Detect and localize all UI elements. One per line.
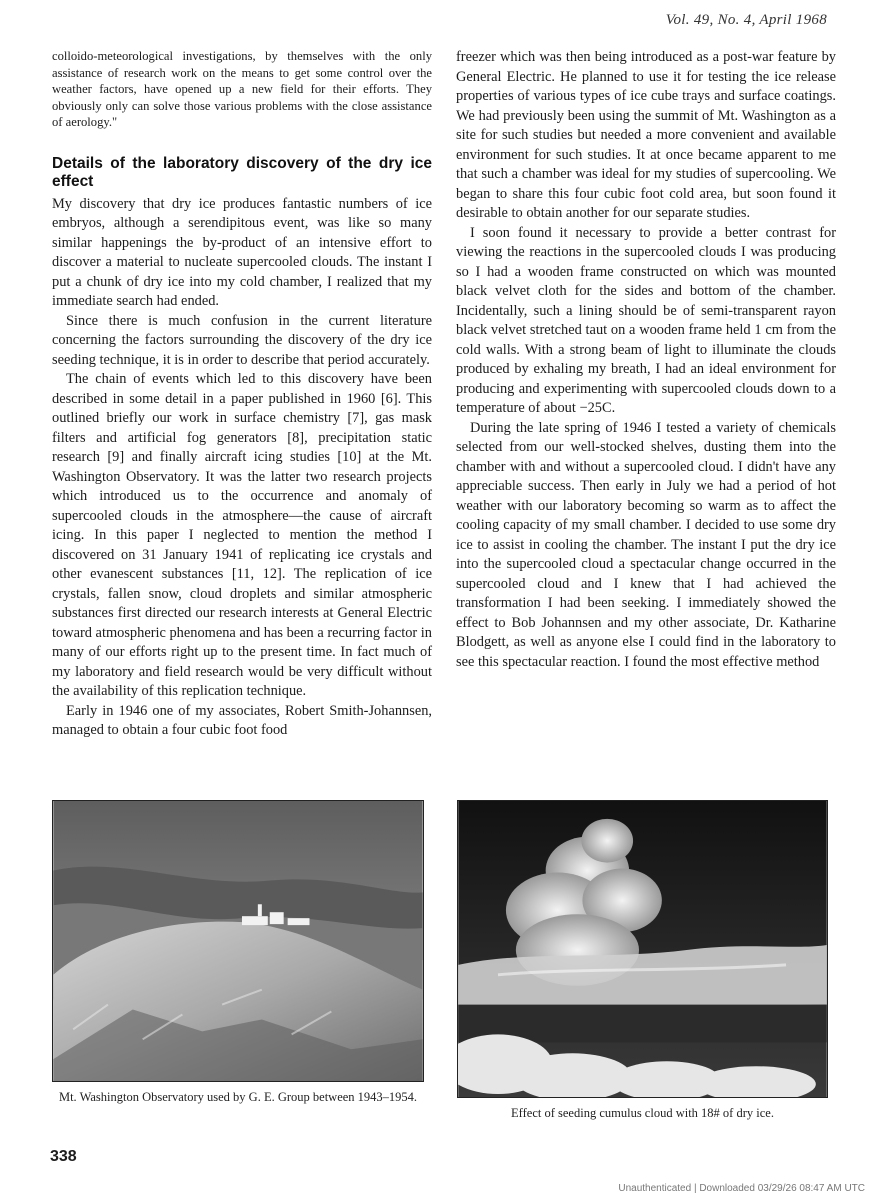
quotation-end: colloido-meteorological investigations, by themselves with the only assistance of research work on the means to get some control over the weather factors, have opened up a new field for their efforts. They obviously only can solve those various problems with the close assistance of aerology."	[52, 49, 432, 129]
mountain-observatory-photo	[52, 800, 424, 1082]
left-column	[52, 48, 432, 741]
running-head: Vol. 49, No. 4, April 1968	[665, 12, 827, 28]
page-number: 338	[50, 1148, 77, 1165]
figure-caption: Effect of seeding cumulus cloud with 18# of dry ice.	[511, 1106, 774, 1120]
body-paragraph: Early in 1946 one of my associates, Robert Smith-Johannsen, managed to obtain a four cubic foot food	[52, 702, 432, 738]
figure-caption: Mt. Washington Observatory used by G. E. Group between 1943–1954.	[58, 1090, 418, 1104]
body-paragraph: freezer which was then being introduced as a post-war feature by General Electric. He planned to use it for testing the ice release properties of various types of ice cube trays and surface coatings. We had previously been using the summit of Mt. Washington as a site for such studies but needed a more convenient and available environment for such studies. It at once became apparent to me that such a chamber was ideal for my studies of supercooling. We began to share this four cubic foot cold area, but soon found it desirable to obtain another for our separate studies.	[456, 49, 836, 221]
cumulus-cloud-photo	[457, 800, 828, 1098]
body-paragraph: I soon found it necessary to provide a better contrast for viewing the reactions in the supercooled clouds I was producing so I had a wooden frame constructed on which was mounted black velvet cloth for the sides and bottom of the chamber. Incidentally, such a lining should be of semi-transparent rayon black velvet stretched taut on a wooden frame held 1 cm from the cold walls. With a strong beam of light to illuminate the clouds produced by exhaling my breath, I had an ideal environment for producing and experimenting with supercooled clouds down to a temperature of about −25C.	[456, 224, 836, 416]
figure-observatory	[52, 800, 424, 1105]
body-paragraph: My discovery that dry ice produces fantastic numbers of ice embryos, although a serendipitous event, was like so many similar happenings the by-product of an intensive effort to discover a material to nucleate supercooled clouds. The instant I put a chunk of dry ice into my cold chamber, I realized that my immediate search had ended.	[52, 195, 432, 309]
download-note: Unauthenticated | Downloaded 03/29/26 08:47 AM UTC	[618, 1183, 865, 1194]
body-paragraph: During the late spring of 1946 I tested a variety of chemicals selected from our well-stocked shelves, dusting them into the chamber with and without a supercooled cloud. I didn't have any appreciable success. Then early in July we had a period of hot weather with our laboratory becoming so warm as to affect the cooling capacity of my small chamber. I decided to use some dry ice to assist in cooling the chamber. The instant I put the dry ice into the supercooled cloud a spectacular change occurred in the supercooled cloud and I knew that I had achieved the transformation I had been seeking. I immediately showed the effect to Bob Johannsen and my other associate, Dr. Katharine Blodgett, as well as anyone else I could find in the laboratory to see this spectacular reaction. I found the most effective method	[456, 419, 836, 670]
body-paragraph: Since there is much confusion in the current literature concerning the factors surrounding the discovery of the dry ice seeding technique, it is in order to describe that period accurately.	[52, 312, 432, 368]
right-column	[456, 48, 836, 672]
section-heading: Details of the laboratory discovery of the dry ice effect	[52, 154, 432, 190]
body-paragraph: The chain of events which led to this discovery have been described in some detail in a paper published in 1960 [6]. This outlined briefly our work in surface chemistry [7], gas mask filters and artificial fog generators [8], precipitation static research [9] and finally aircraft icing studies [10] at the Mt. Washington Observatory. It was the latter two research projects which introduced us to the occurrence and anomaly of supercooled clouds in the atmosphere—the cause of aircraft icing. In this paper I neglected to mention the method I discovered on 31 January 1941 of replicating ice crystals and other evanescent substances [11, 12]. The replication of ice crystals, fallen snow, cloud droplets and similar atmospheric substances first directed our research interests at General Electric toward atmospheric phenomena and has been a recurring factor in many of our efforts right up to the present time. In fact much of my laboratory and field research would be very difficult without the availability of this replication technique.	[52, 371, 432, 699]
figure-cumulus	[457, 800, 828, 1121]
